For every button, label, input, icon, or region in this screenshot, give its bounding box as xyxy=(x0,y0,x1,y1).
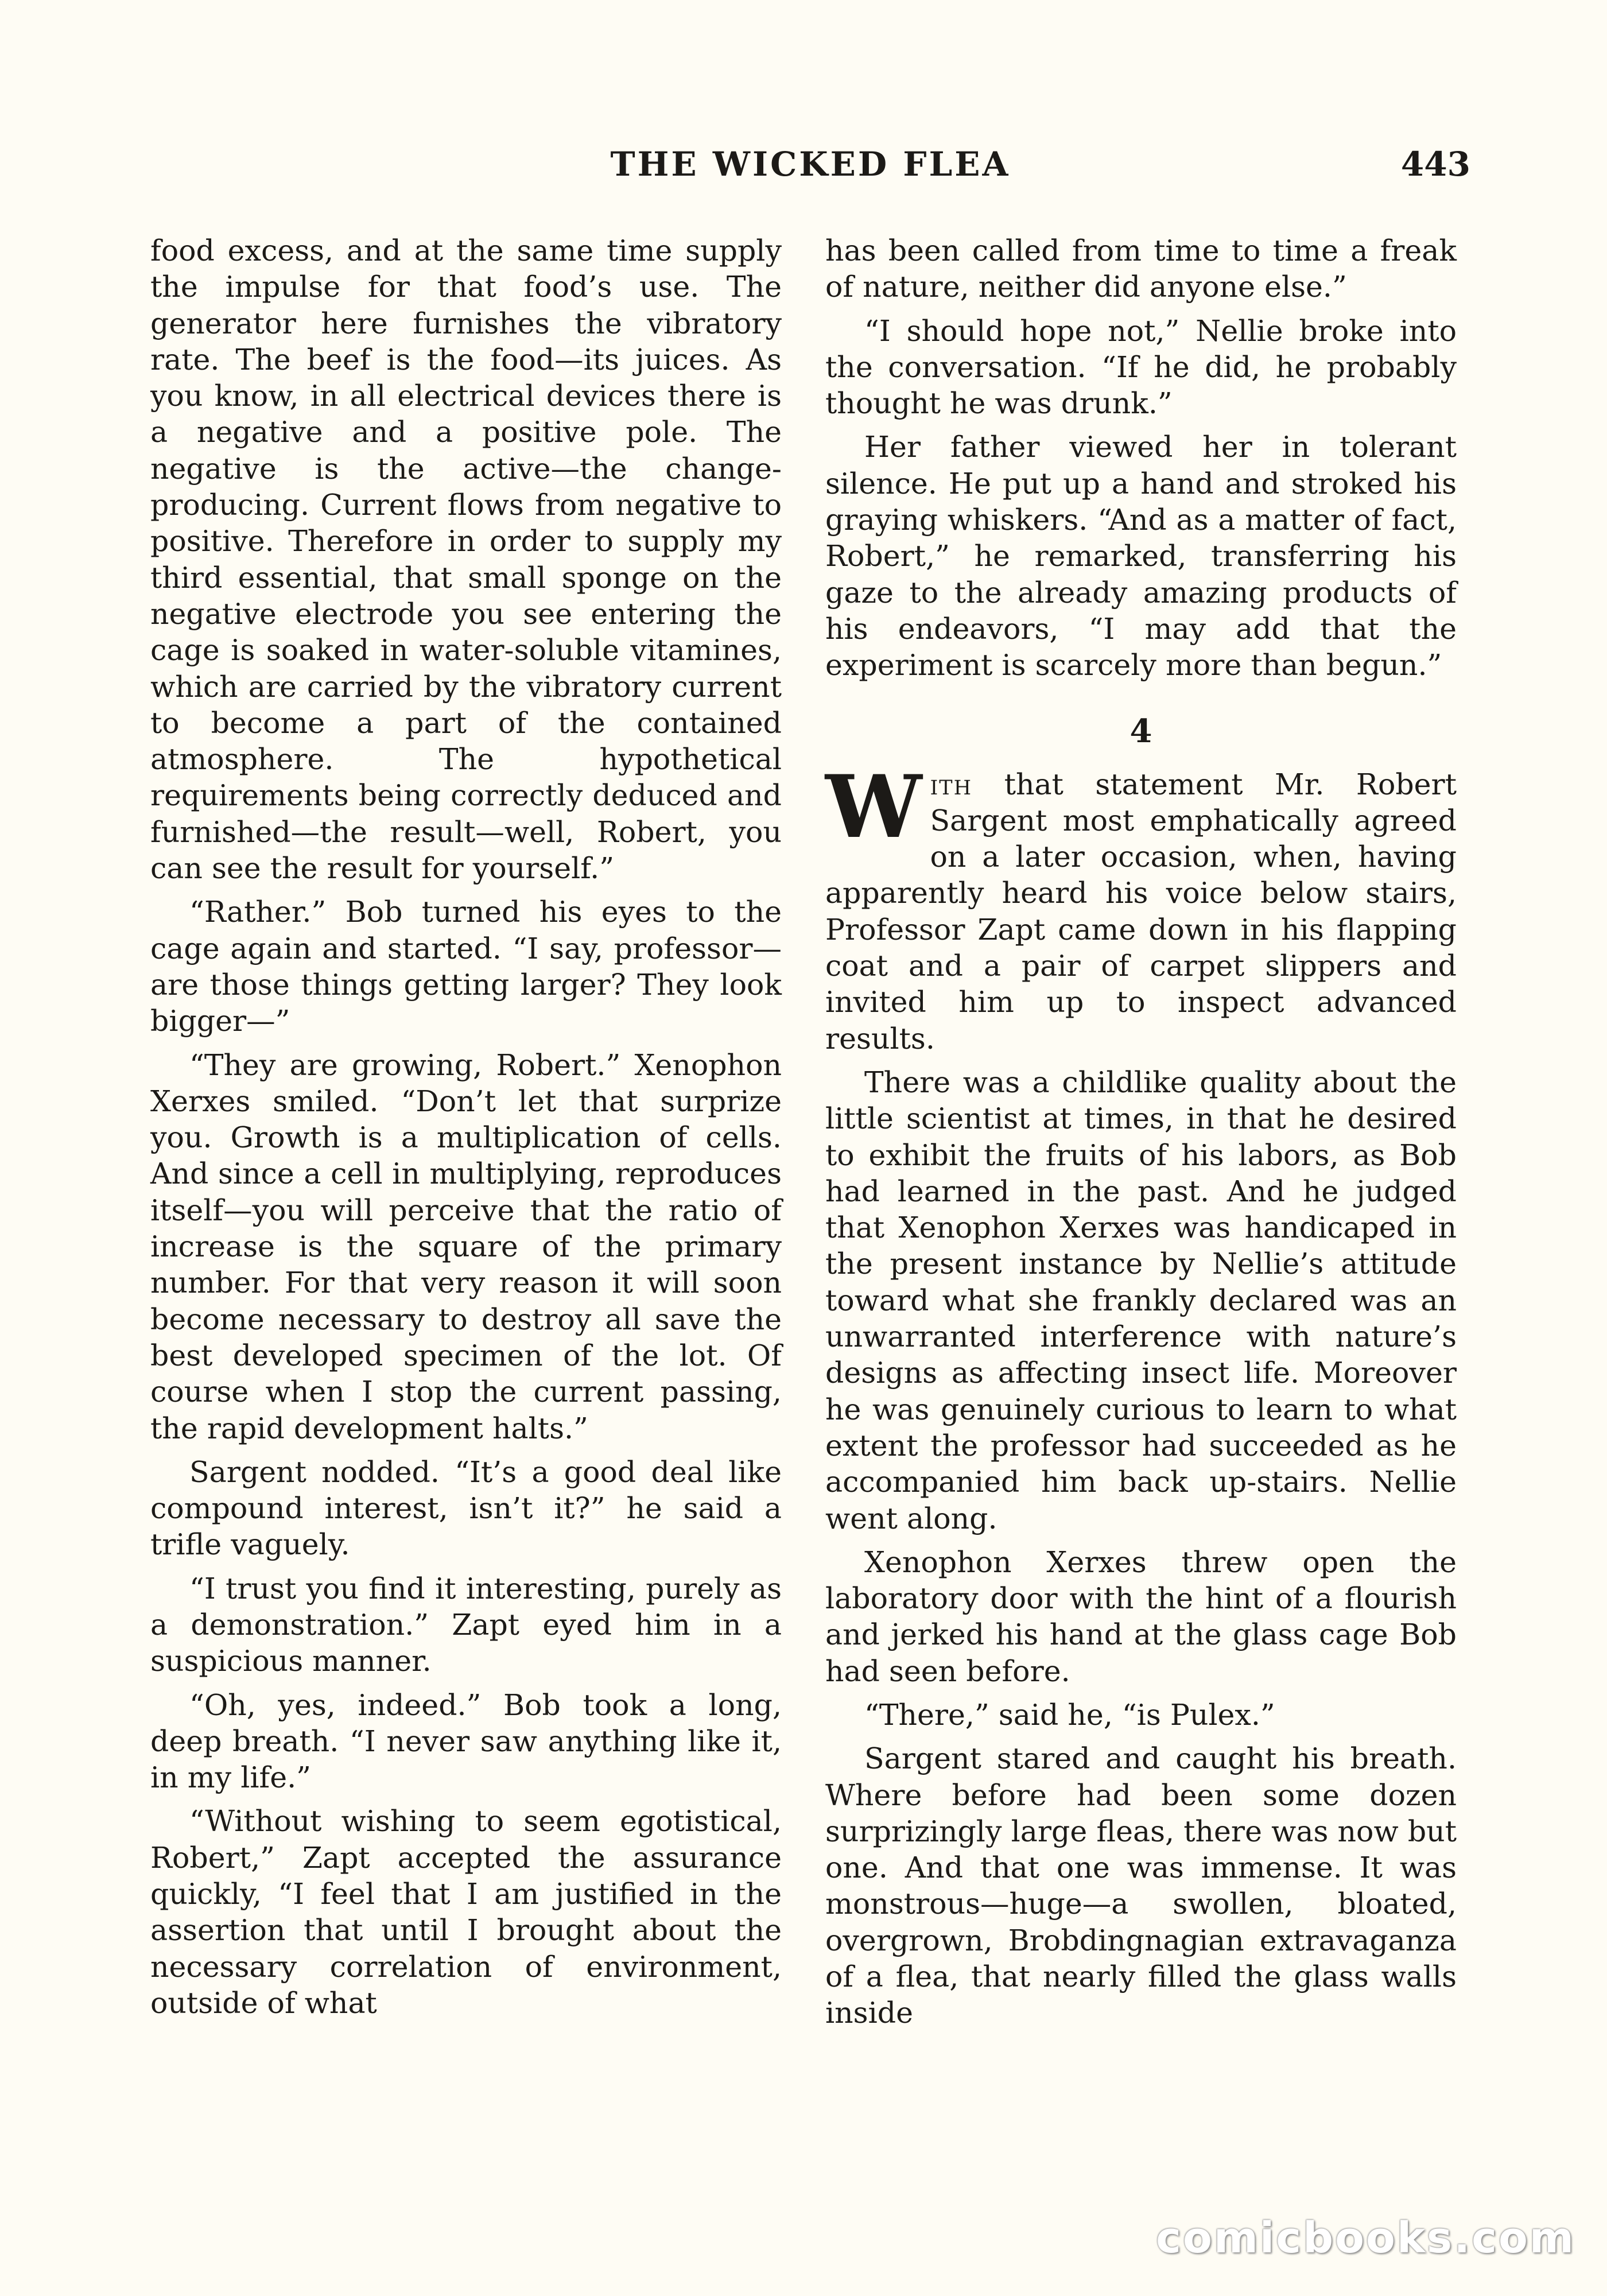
paragraph: Xenophon Xerxes threw open the laboratory door with the hint of a flourish and jerked his hand at the glass cage Bob had seen before. xyxy=(825,1545,1457,1688)
paragraph: Sargent stared and caught his breath. Where before had been some dozen surprizingly large fleas, there was now but one. And that one was immense. It was monstrous—huge—a swollen, bloated, overgrown, Brobdingnagian extravaganza of a flea, that nearly filled the glass walls inside xyxy=(825,1742,1457,2030)
paragraph: There was a childlike quality about the little scientist at times, in that he desired to exhibit the fruits of his labors, as Bob had learned in the past. And he judged that Xenophon Xerxes was handicaped in the present instance by Nellie’s attitude toward what she frankly declared was an unwarranted interference with nature’s designs as affecting insect life. Moreover he was genuinely curious to learn to what extent the professor had succeeded as he accompanied him back up-stairs. Nellie went along. xyxy=(825,1065,1457,1535)
paragraph: “Without wishing to seem egotistical, Robert,” Zapt accepted the assurance quickly, “I feel that I am justified in the assertion that until I brought about the necessary correlation of environment, outside of what xyxy=(150,1804,782,2020)
watermark: comicbooks.com xyxy=(1156,2213,1575,2263)
paragraph: food excess, and at the same time supply the impulse for that food’s use. The generator here furnishes the vibratory rate. The beef is the food—its juices. As you know, in all electrical devices there is a negative and a positive pole. The negative is the active—the change-producing. Current flows from negative to positive. Therefore in order to supply my third essential, that small sponge on the negative electrode you see entering the cage is soaked in water-soluble vitamines, which are carried by the vibratory current to become a part of the contained atmosphere. The hypothetical requirements being correctly deduced and furnished—the result—well, Robert, you can see the result for yourself.” xyxy=(150,234,782,886)
running-head xyxy=(150,145,1470,191)
paragraph: Her father viewed her in tolerant silence. He put up a hand and stroked his graying whiskers. “And as a matter of fact, Robert,” he remarked, transferring his gaze to the already amazing products of his endeavors, “I may add that the experiment is scarcely more than begun.” xyxy=(825,430,1457,682)
paragraph: “There,” said he, “is Pulex.” xyxy=(864,1697,1275,1732)
page-number: 443 xyxy=(1400,145,1470,184)
paragraph: has been called from time to time a freak of nature, neither did anyone else.” xyxy=(825,234,1457,304)
section-number: 4 xyxy=(1129,712,1152,750)
section-opening-paragraph xyxy=(825,756,1457,1057)
paragraph-text: that statement Mr. Robert Sargent most emphatically agreed on a later occasion, when, having apparently heard his voice below stairs, Professor Zapt came down in his flapping coat and a pair of carpet slippers and invited him up to inspect advanced results. xyxy=(825,767,1457,1056)
paragraph: “I should hope not,” Nellie broke into the conversation. “If he did, he probably thought he was drunk.” xyxy=(825,313,1457,421)
paragraph: “They are growing, Robert.” Xenophon Xerxes smiled. “Don’t let that surprize you. Growth is a multiplication of cells. And since a cell in multiplying, reproduces itself—you will perceive that the ratio of increase is the square of the primary number. For that very reason it will soon become necessary to destroy all save the best developed specimen of the lot. Of course when I stop the current passing, the rapid development halts.” xyxy=(150,1048,782,1445)
paragraph: Sargent nodded. “It’s a good deal like compound interest, isn’t it?” he said a trifle vaguely. xyxy=(150,1455,782,1562)
paragraph: “I trust you find it interesting, purely as a demonstration.” Zapt eyed him in a suspicious manner. xyxy=(150,1571,782,1678)
running-title: THE WICKED FLEA xyxy=(610,145,1011,184)
paragraph: “Oh, yes, indeed.” Bob took a long, deep breath. “I never saw anything like it, in my life.” xyxy=(150,1688,782,1795)
drop-cap-continuation: ith xyxy=(930,767,973,801)
drop-cap: W xyxy=(825,756,922,858)
left-column xyxy=(150,232,782,2029)
right-column xyxy=(825,232,1457,2039)
paragraph: “Rather.” Bob turned his eyes to the cage again and started. “I say, professor—are those things getting larger? They look bigger—” xyxy=(150,895,782,1038)
